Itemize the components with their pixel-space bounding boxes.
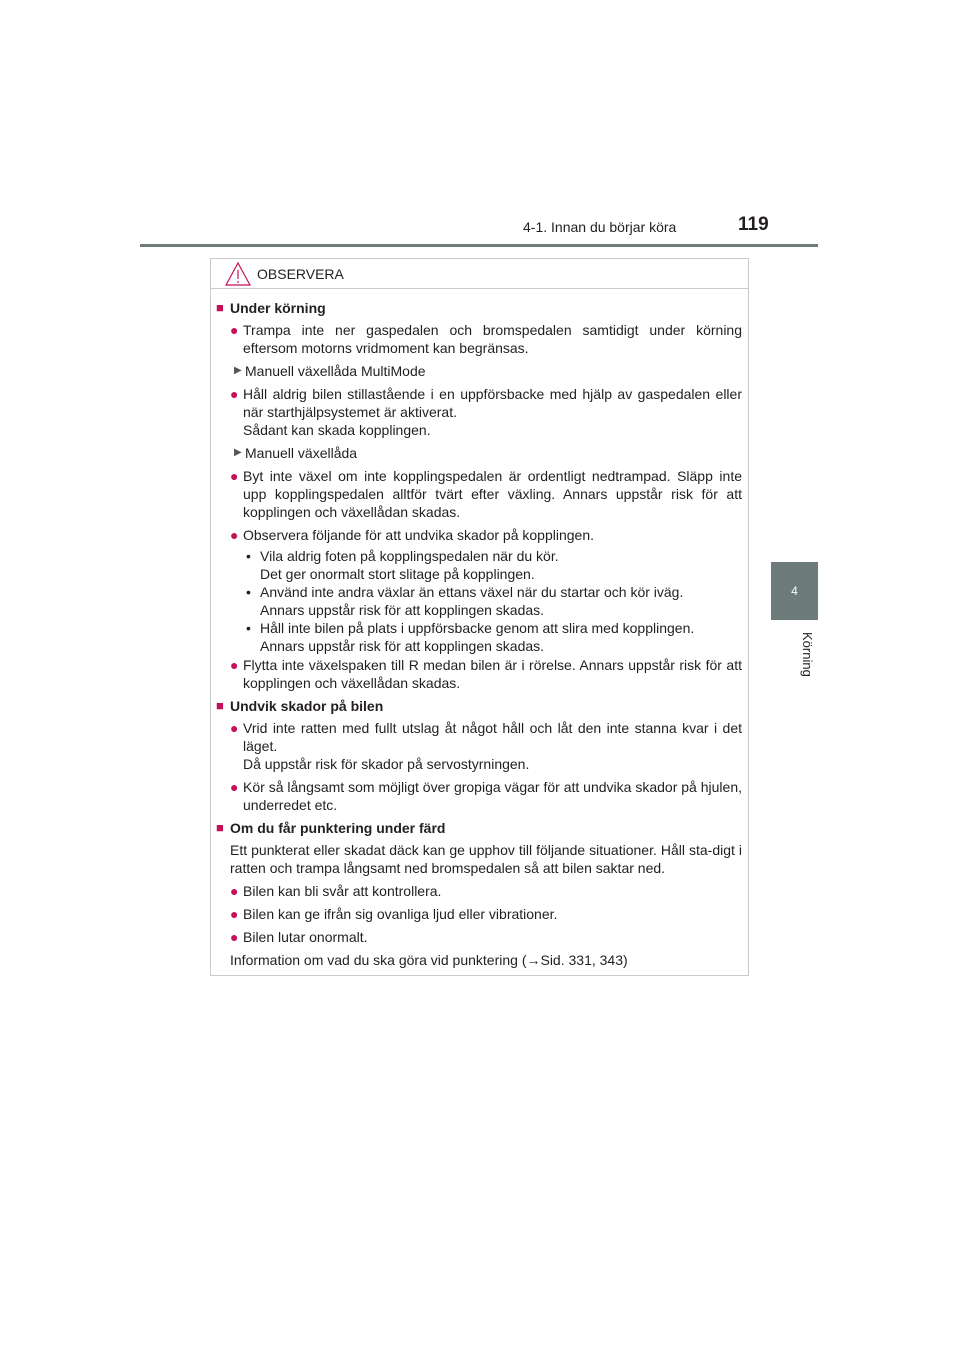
section-heading: ■ Undvik skador på bilen	[216, 698, 384, 714]
list-item: ● Håll aldrig bilen stillastående i en uppförsbacke med hjälp av gaspedalen eller när starthjälpsystemet är aktiverat. Sådant kan skada kopplingen.	[230, 386, 742, 438]
circle-bullet-icon: ●	[230, 527, 239, 543]
chapter-name: Körning	[800, 632, 815, 677]
list-item: ● Bilen kan ge ifrån sig ovanliga ljud eller vibrationer.	[230, 906, 558, 922]
warning-triangle-icon	[225, 262, 251, 286]
square-bullet-icon: ■	[216, 300, 224, 315]
condition-label: ▶ Manuell växellåda MultiMode	[234, 363, 426, 379]
circle-bullet-icon: ●	[230, 657, 239, 673]
page-number: 119	[738, 214, 769, 235]
list-item: ● Bilen kan bli svår att kontrollera.	[230, 883, 442, 899]
section-heading: ■ Om du får punktering under färd	[216, 820, 446, 836]
circle-bullet-icon: ●	[230, 720, 239, 736]
circle-bullet-icon: ●	[230, 906, 239, 922]
triangle-arrow-icon: ▶	[234, 447, 242, 458]
circle-bullet-icon: ●	[230, 322, 239, 338]
square-bullet-icon: ■	[216, 820, 224, 835]
list-item: ● Trampa inte ner gaspedalen och bromspedalen samtidigt under körning eftersom motorns vridmoment kan begränsas.	[230, 322, 742, 356]
list-item: ● Byt inte växel om inte kopplingspedalen är ordentligt nedtrampad. Släpp inte upp kopplingspedalen alltför tvärt efter växling. Annars uppstår risk för att kopplingen och växellådan skadas.	[230, 468, 742, 520]
circle-bullet-icon: ●	[230, 883, 239, 899]
list-item: ● Vrid inte ratten med fullt utslag åt något håll och låt den inte stanna kvar i det läget. Då uppstår risk för skador på servostyrningen.	[230, 720, 742, 772]
list-item: ● Bilen lutar onormalt.	[230, 929, 368, 945]
condition-label: ▶ Manuell växellåda	[234, 445, 358, 461]
caution-box	[210, 258, 749, 976]
circle-bullet-icon: ●	[230, 386, 239, 402]
header-rule	[140, 244, 818, 247]
square-bullet-icon: ■	[216, 698, 224, 713]
cross-reference: Information om vad du ska göra vid punktering (→Sid. 331, 343)	[230, 952, 628, 968]
list-item: ● Kör så långsamt som möjligt över gropiga vägar för att undvika skador på hjulen, underredet etc.	[230, 779, 742, 813]
circle-bullet-icon: ●	[230, 468, 239, 484]
sub-list-item: • Vila aldrig foten på kopplingspedalen när du kör. Det ger onormalt stort slitage på kopplingen.	[246, 548, 559, 582]
sub-list-item: • Använd inte andra växlar än ettans växel när du startar och kör iväg. Annars uppstår risk för att kopplingen skadas.	[246, 584, 684, 618]
circle-bullet-icon: ●	[230, 779, 239, 795]
caution-content	[211, 289, 748, 969]
caution-title: OBSERVERA	[257, 265, 344, 282]
caution-header	[211, 259, 748, 289]
sub-list-item: • Håll inte bilen på plats i uppförsbacke genom att slira med kopplingen. Annars uppstår risk för att kopplingen skadas.	[246, 620, 695, 654]
circle-bullet-icon: ●	[230, 929, 239, 945]
section-heading: ■ Under körning	[216, 300, 326, 316]
chapter-number: 4	[791, 584, 798, 598]
header-section-title: 4-1. Innan du börjar köra	[523, 219, 677, 235]
list-item: ● Observera följande för att undvika skador på kopplingen.	[230, 527, 594, 543]
paragraph: Ett punkterat eller skadat däck kan ge upphov till följande situationer. Håll sta-digt i ratten och trampa långsamt ned bromspedalen så att bilen saktar ned.	[230, 842, 742, 876]
triangle-arrow-icon: ▶	[234, 365, 242, 376]
chapter-tab	[771, 562, 818, 620]
list-item: ● Flytta inte växelspaken till R medan bilen är i rörelse. Annars uppstår risk för att kopplingen och växellådan skadas.	[230, 657, 742, 691]
